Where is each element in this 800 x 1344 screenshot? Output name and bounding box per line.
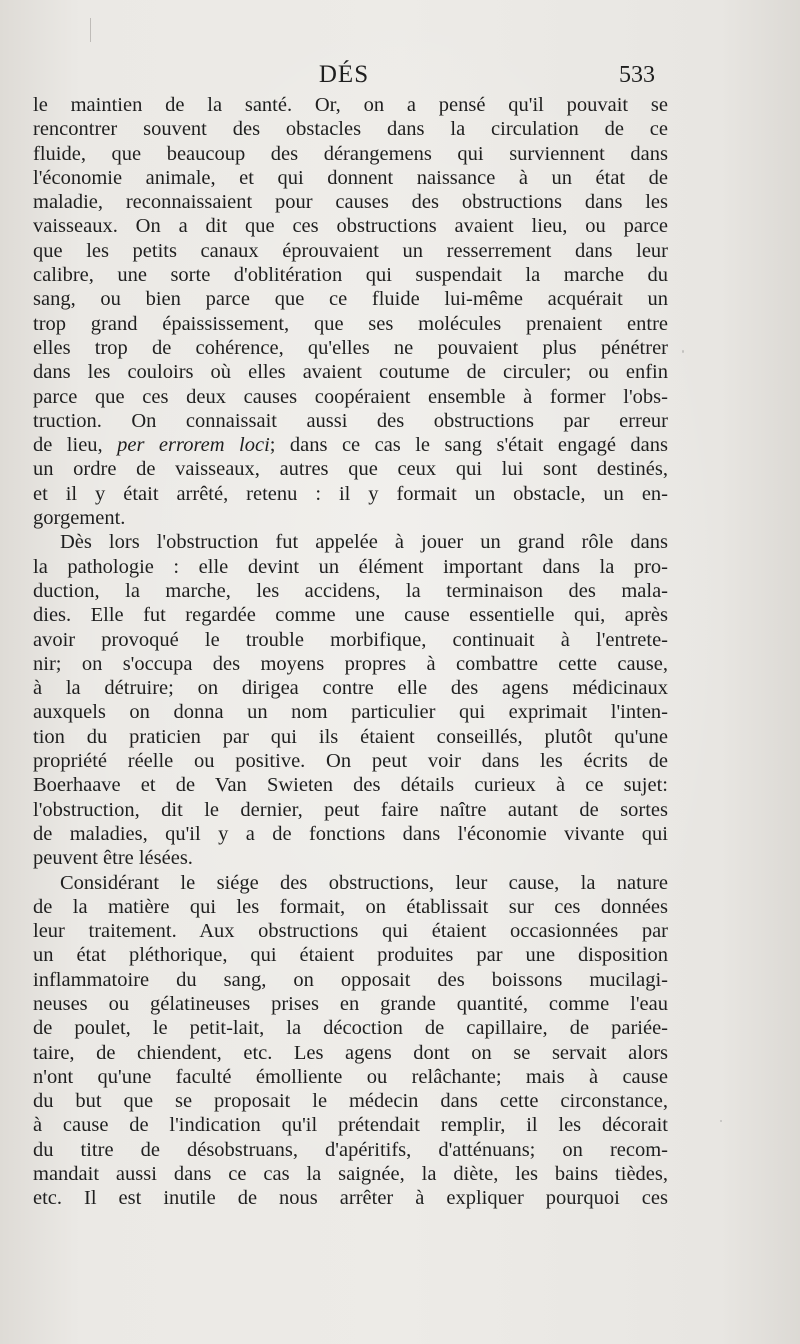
text-line: gorgement. [33, 507, 126, 530]
body-text [33, 93, 668, 1211]
text-line: Dès lors l'obstruction fut appelée à jouer un grand rôle dans [60, 531, 668, 554]
text-line: leur traitement. Aux obstructions qui étaient occasionnées par [33, 920, 668, 943]
text-line: nir; on s'occupa des moyens propres à combattre cette cause, [33, 652, 668, 675]
paragraph-1 [33, 93, 668, 530]
text-line: duction, la marche, les accidens, la terminaison des mala- [33, 579, 668, 602]
text-line: propriété réelle ou positive. On peut voir dans les écrits de [33, 750, 668, 773]
text-line: calibre, une sorte d'oblitération qui suspendait la marche du [33, 264, 668, 287]
text-line: n'ont qu'une faculté émolliente ou relâchante; mais à cause [33, 1065, 668, 1088]
text-line: trop grand épaississement, que ses molécules prenaient entre [33, 312, 668, 335]
text-line: Boerhaave et de Van Swieten des détails curieux à ce sujet: [33, 774, 668, 797]
text-line: de maladies, qu'il y a de fonctions dans l'économie vivante qui [33, 822, 668, 845]
paper-speck [720, 1120, 722, 1122]
page-edge-mark [90, 18, 91, 42]
text-line: Considérant le siége des obstructions, leur cause, la nature [60, 871, 668, 894]
text-line: avoir provoqué le trouble morbifique, continuait à l'entrete- [33, 628, 668, 651]
text-line: un ordre de vaisseaux, autres que ceux qui lui sont destinés, [33, 458, 668, 481]
text-line: l'obstruction, dit le dernier, peut faire naître autant de sortes [33, 798, 668, 821]
paragraph-3 [33, 871, 668, 1211]
text-line: inflammatoire du sang, on opposait des boissons mucilagi- [33, 968, 668, 991]
text-line: de la matière qui les formait, on établissait sur ces données [33, 895, 668, 918]
text-line: parce que ces deux causes coopéraient ensemble à former l'obs- [33, 385, 668, 408]
text-line: taire, de chiendent, etc. Les agens dont on se servait alors [33, 1041, 668, 1064]
text-line: peuvent être lésées. [33, 847, 193, 870]
text-line: elles trop de cohérence, qu'elles ne pouvaient plus pénétrer [33, 336, 668, 359]
text-line: auxquels on donna un nom particulier qui exprimait l'inten- [33, 701, 668, 724]
text-line: un état pléthorique, qui étaient produites par une disposition [33, 944, 668, 967]
text-line: mandait aussi dans ce cas la saignée, la diète, les bains tièdes, [33, 1163, 668, 1186]
text-line: à cause de l'indication qu'il prétendait remplir, il les décorait [33, 1114, 668, 1137]
latin-phrase: per errorem loci [117, 434, 270, 457]
text-line: neuses ou gélatineuses prises en grande quantité, comme l'eau [33, 992, 668, 1015]
text-line: de poulet, le petit-lait, la décoction de capillaire, de pariée- [33, 1017, 668, 1040]
text-line: du but que se proposait le médecin dans cette circonstance, [33, 1090, 668, 1113]
text-line: dies. Elle fut regardée comme une cause essentielle qui, après [33, 604, 668, 627]
text-line: sang, ou bien parce que ce fluide lui-même acquérait un [33, 288, 668, 311]
paper-speck [682, 350, 684, 353]
text-line: rencontrer souvent des obstacles dans la circulation de ce [33, 118, 668, 141]
text-line: l'économie animale, et qui donnent naissance à un état de [33, 166, 668, 189]
text-line: de lieu, per errorem loci; dans ce cas le sang s'était engagé dans [33, 434, 668, 457]
text-line: truction. On connaissait aussi des obstructions par erreur [33, 409, 668, 432]
text-line: vaisseaux. On a dit que ces obstructions avaient lieu, ou parce [33, 215, 668, 238]
text-line: le maintien de la santé. Or, on a pensé qu'il pouvait se [33, 94, 668, 116]
text-line: fluide, que beaucoup des dérangemens qui surviennent dans [33, 142, 668, 165]
page-header [33, 58, 655, 92]
text-line: à la détruire; on dirigea contre elle des agens médicinaux [33, 677, 668, 700]
running-head: DÉS [318, 61, 370, 88]
text-line: etc. Il est inutile de nous arrêter à expliquer pourquoi ces [33, 1187, 668, 1210]
text-line: du titre de désobstruans, d'apéritifs, d'atténuans; on recom- [33, 1138, 668, 1161]
text-line: que les petits canaux éprouvaient un resserrement dans leur [33, 239, 668, 262]
text-line: la pathologie : elle devint un élément important dans la pro- [33, 555, 668, 578]
paragraph-2 [33, 530, 668, 870]
text-line: maladie, reconnaissaient pour causes des obstructions dans les [33, 191, 668, 214]
text-line: dans les couloirs où elles avaient coutume de circuler; ou enfin [33, 361, 668, 384]
text-line: tion du praticien par qui ils étaient conseillés, plutôt qu'une [33, 725, 668, 748]
page-number: 533 [619, 62, 655, 88]
text-line: et il y était arrêté, retenu : il y formait un obstacle, un en- [33, 482, 668, 505]
